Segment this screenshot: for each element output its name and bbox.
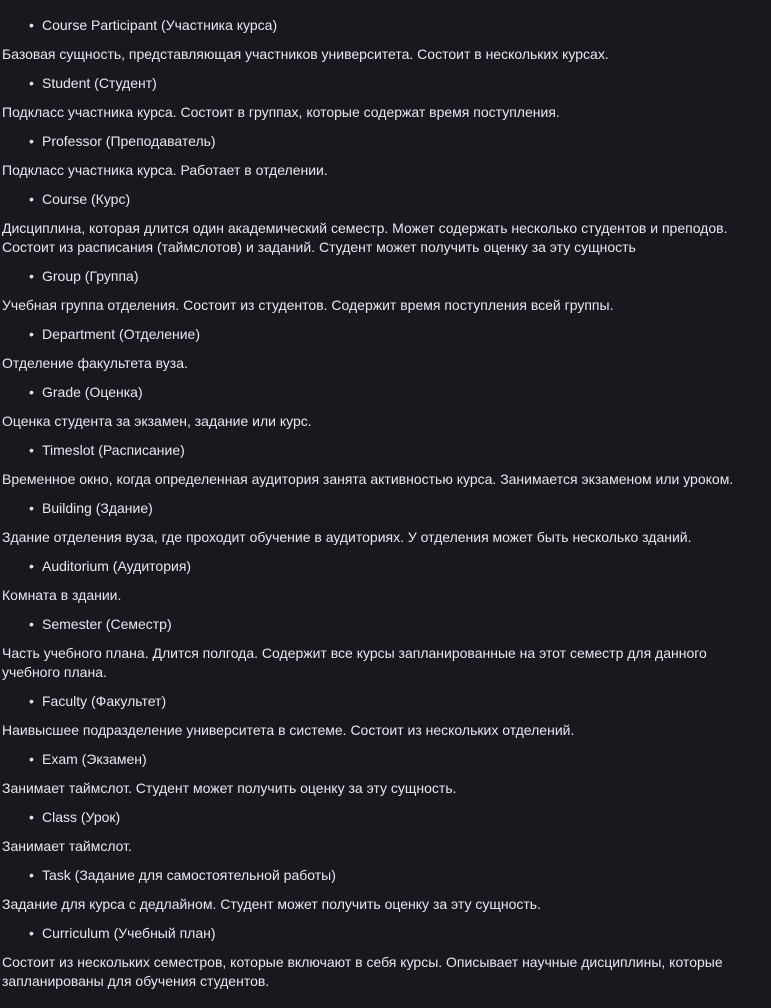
entity-entry [2,866,771,924]
entity-list [2,499,771,518]
entity-title: Course (Курс) [42,191,131,207]
entity-description: Занимает таймслот. Студент может получить оценку за эту сущность. [2,780,457,796]
entity-title: Group (Группа) [42,268,139,284]
entity-list [2,924,771,943]
entity-entry [2,267,771,325]
entity-title: Grade (Оценка) [42,384,143,400]
entity-list [2,190,771,209]
entity-entry [2,383,771,441]
entity-description: Задание для курса с дедлайном. Студент может получить оценку за эту сущность. [2,896,541,912]
entity-title: Exam (Экзамен) [42,751,147,767]
entity-list [2,441,771,460]
bullet-icon: • [29,442,34,458]
entity-description: Дисциплина, которая длится один академический семестр. Может содержать несколько студентов и преподов. Состоит из расписания (таймслотов) и заданий. Студент может получить оценку за эту сущность [2,220,728,255]
entity-entry [2,74,771,132]
entity-title-item [2,924,771,943]
entity-description: Занимает таймслот. [2,838,132,854]
entity-title-item [2,557,771,576]
entity-list [2,383,771,402]
entity-list [2,325,771,344]
entity-title-item [2,325,771,344]
entity-description: Наивысшее подразделение университета в системе. Состоит из нескольких отделений. [2,722,575,738]
entity-title: Task (Задание для самостоятельной работы) [42,867,336,883]
entity-list [2,866,771,885]
entity-title: Faculty (Факультет) [42,693,167,709]
bullet-icon: • [29,693,34,709]
entity-description: Подкласс участника курса. Состоит в группах, которые содержат время поступления. [2,104,560,120]
entity-entry [2,441,771,499]
bullet-icon: • [29,500,34,516]
entity-title: Curriculum (Учебный план) [42,925,216,941]
entity-list [2,267,771,286]
entity-title-item [2,16,771,35]
entity-title: Student (Студент) [42,75,157,91]
entity-entry [2,325,771,383]
entity-title-item [2,132,771,151]
bullet-icon: • [29,17,34,33]
entity-title: Semester (Семестр) [42,616,172,632]
entity-description: Часть учебного плана. Длится полгода. Содержит все курсы запланированные на этот семестр для данного учебного плана. [2,645,707,680]
entity-list [2,750,771,769]
bullet-icon: • [29,326,34,342]
entity-description: Оценка студента за экзамен, задание или курс. [2,413,312,429]
entity-list [2,74,771,93]
entity-title-item [2,441,771,460]
entity-title-item [2,866,771,885]
entity-title-item [2,750,771,769]
entity-entry [2,750,771,808]
entity-title-item [2,190,771,209]
entity-title: Building (Здание) [42,500,153,516]
bullet-icon: • [29,809,34,825]
entity-description: Здание отделения вуза, где проходит обучение в аудиториях. У отделения может быть несколько зданий. [2,529,692,545]
entity-title: Professor (Преподаватель) [42,133,216,149]
entity-list [2,808,771,827]
entity-title-item [2,808,771,827]
entity-title-item [2,267,771,286]
entity-title-item [2,692,771,711]
entity-entry [2,924,771,991]
entity-list [2,615,771,634]
bullet-icon: • [29,751,34,767]
entity-list [2,16,771,35]
bullet-icon: • [29,133,34,149]
entity-title-item [2,383,771,402]
entity-entry [2,190,771,267]
bullet-icon: • [29,75,34,91]
bullet-icon: • [29,558,34,574]
entity-entry [2,16,771,74]
entity-entry [2,808,771,866]
entity-list [2,132,771,151]
bullet-icon: • [29,268,34,284]
entity-description: Учебная группа отделения. Состоит из студентов. Содержит время поступления всей группы. [2,297,614,313]
entity-description: Комната в здании. [2,587,122,603]
entity-entry [2,132,771,190]
entity-description: Базовая сущность, представляющая участников университета. Состоит в нескольких курсах. [2,46,609,62]
entity-entry [2,615,771,692]
entity-description: Состоит из нескольких семестров, которые включают в себя курсы. Описывает научные дисциплины, которые запланированы для обучения студентов. [2,954,723,989]
entity-title-item [2,74,771,93]
bullet-icon: • [29,867,34,883]
bullet-icon: • [29,384,34,400]
entity-description: Отделение факультета вуза. [2,355,188,371]
bullet-icon: • [29,925,34,941]
entity-title: Class (Урок) [42,809,121,825]
entity-title: Auditorium (Аудитория) [42,558,192,574]
entity-description: Временное окно, когда определенная аудитория занята активностью курса. Занимается экзаменом или уроком. [2,471,734,487]
entity-entry [2,692,771,750]
entity-title: Department (Отделение) [42,326,200,342]
entity-entry [2,499,771,557]
entity-description: Подкласс участника курса. Работает в отделении. [2,162,328,178]
entity-entry [2,557,771,615]
entity-list [2,692,771,711]
entity-list [2,557,771,576]
entity-title-item [2,615,771,634]
bullet-icon: • [29,616,34,632]
bullet-icon: • [29,191,34,207]
entity-title: Course Participant (Участника курса) [42,17,278,33]
entity-title-item [2,499,771,518]
entity-title: Timeslot (Расписание) [42,442,185,458]
